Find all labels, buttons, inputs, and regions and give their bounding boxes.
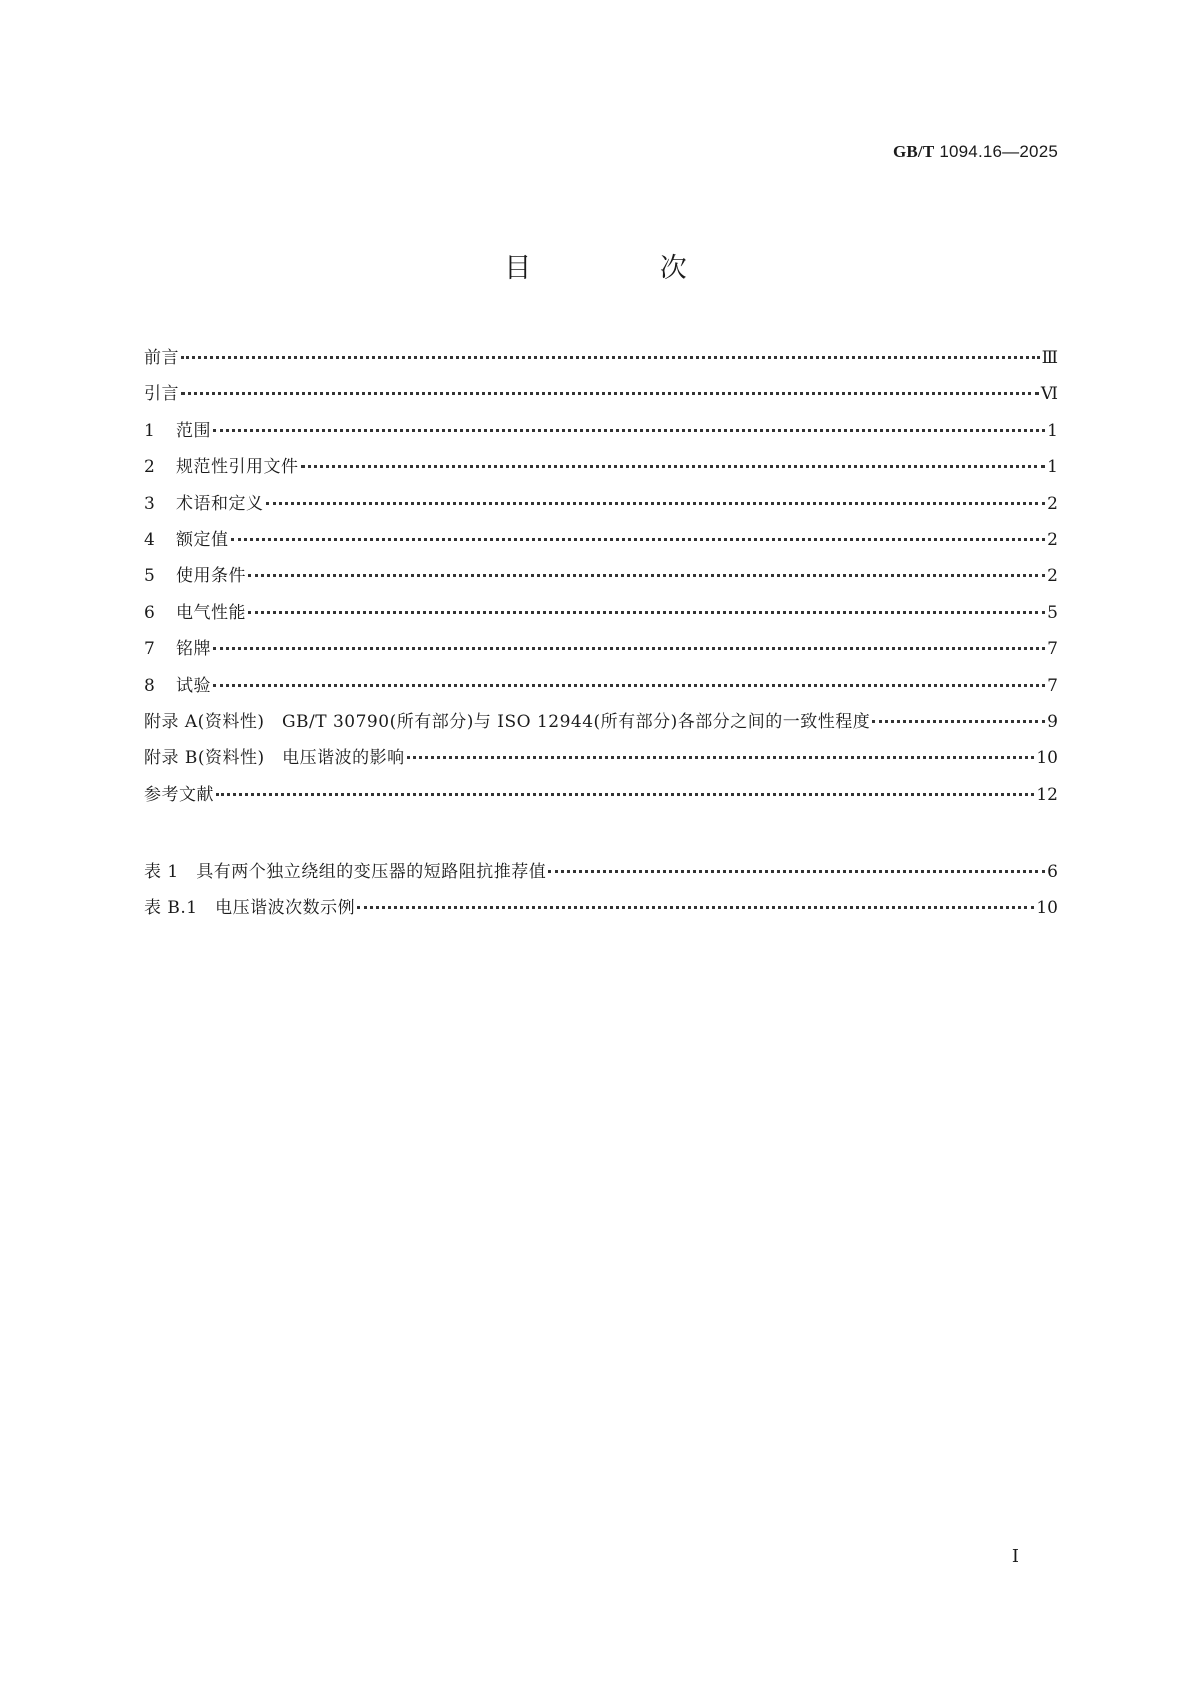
toc-entry-number: 7: [144, 639, 155, 660]
toc-leader-dots: [181, 346, 1040, 359]
toc-entry-page: 10: [1036, 748, 1058, 769]
toc-entry-label: 引言: [144, 384, 179, 405]
toc-entry-7[interactable]: [144, 631, 1058, 667]
toc-leader-dots: [301, 455, 1046, 468]
toc-entry-label: 范围: [176, 420, 211, 441]
toc-entry-label: 使用条件: [176, 566, 246, 587]
toc-entry-page: 9: [1047, 711, 1058, 732]
toc-entry-page: 2: [1047, 493, 1058, 514]
toc-entry-4[interactable]: [144, 522, 1058, 558]
toc-entry-label: 术语和定义: [176, 493, 264, 514]
standard-code: [893, 142, 1058, 162]
page-title: 目 次: [504, 253, 747, 284]
toc-entry-number: 2: [144, 457, 155, 478]
toc-entry-page: 1: [1047, 457, 1058, 478]
toc-entry-page: Ⅲ: [1041, 348, 1058, 368]
toc-entry-page: 7: [1047, 639, 1058, 660]
table-entry-label: 表 1 具有两个独立绕组的变压器的短路阻抗推荐值: [144, 862, 547, 882]
page-number: I: [1011, 1546, 1019, 1567]
toc-entry-6[interactable]: [144, 595, 1058, 631]
toc-entry-label: 铭牌: [176, 639, 211, 660]
table-entry-1[interactable]: [144, 854, 1058, 890]
toc-entry-1[interactable]: [144, 413, 1058, 449]
toc-entry-foreword[interactable]: [144, 340, 1058, 376]
toc-entry-page: 2: [1047, 566, 1058, 587]
table-list: [144, 854, 1058, 927]
table-entry-label: 表 B.1 电压谐波次数示例: [144, 898, 356, 919]
toc-leader-dots: [213, 419, 1045, 432]
toc-leader-dots: [548, 860, 1045, 873]
toc-entry-appendix-a[interactable]: [144, 704, 1058, 740]
toc-leader-dots: [181, 382, 1039, 395]
toc-leader-dots: [231, 528, 1046, 541]
standard-code-prefix: GB/T: [892, 142, 935, 161]
toc-entry-appendix-b[interactable]: [144, 740, 1058, 776]
toc-entry-label: 参考文献: [144, 784, 214, 805]
toc-leader-dots: [872, 710, 1045, 723]
toc-entry-introduction[interactable]: [144, 376, 1058, 412]
toc-leader-dots: [213, 674, 1045, 687]
table-entry-page: 10: [1036, 898, 1058, 919]
toc-entry-label: 前言: [144, 348, 179, 368]
toc-entry-number: 3: [144, 493, 155, 514]
toc-entry-3[interactable]: [144, 486, 1058, 522]
toc-leader-dots: [266, 492, 1046, 505]
toc-entry-number: 8: [144, 675, 155, 696]
toc-entry-page: 5: [1047, 602, 1058, 623]
toc-entry-page: 1: [1047, 420, 1058, 441]
standard-code-number: 1094.16—2025: [934, 142, 1058, 161]
table-entry-page: 6: [1047, 862, 1058, 882]
toc-entry-label: 额定值: [176, 529, 229, 550]
toc-entry-label: 电气性能: [176, 602, 246, 623]
toc-entry-number: 1: [144, 420, 155, 441]
toc-entry-5[interactable]: [144, 558, 1058, 594]
toc-leader-dots: [216, 783, 1034, 796]
toc-leader-dots: [248, 564, 1045, 577]
toc-entry-page: 7: [1047, 675, 1058, 696]
toc-entry-label: 试验: [176, 675, 211, 696]
toc-leader-dots: [407, 746, 1035, 759]
toc-entry-number: 6: [144, 602, 155, 623]
toc-entry-bibliography[interactable]: [144, 777, 1058, 813]
toc-entry-number: 4: [144, 529, 155, 550]
toc-entry-2[interactable]: [144, 449, 1058, 485]
toc-entry-label: 规范性引用文件: [176, 457, 299, 478]
toc-leader-dots: [213, 637, 1045, 650]
toc-entry-8[interactable]: [144, 668, 1058, 704]
toc-entry-page: Ⅵ: [1040, 384, 1058, 405]
toc-leader-dots: [248, 601, 1045, 614]
toc-leader-dots: [357, 896, 1034, 909]
toc-entry-number: 5: [144, 566, 155, 587]
toc-entry-label: 附录 A(资料性) GB/T 30790(所有部分)与 ISO 12944(所有部分)各部分之间的一致性程度: [144, 711, 871, 732]
toc-entry-page: 2: [1047, 529, 1058, 550]
toc-list: [144, 340, 1058, 813]
table-entry-b1[interactable]: [144, 890, 1058, 926]
toc-entry-page: 12: [1036, 784, 1058, 805]
toc-entry-label: 附录 B(资料性) 电压谐波的影响: [144, 748, 405, 769]
